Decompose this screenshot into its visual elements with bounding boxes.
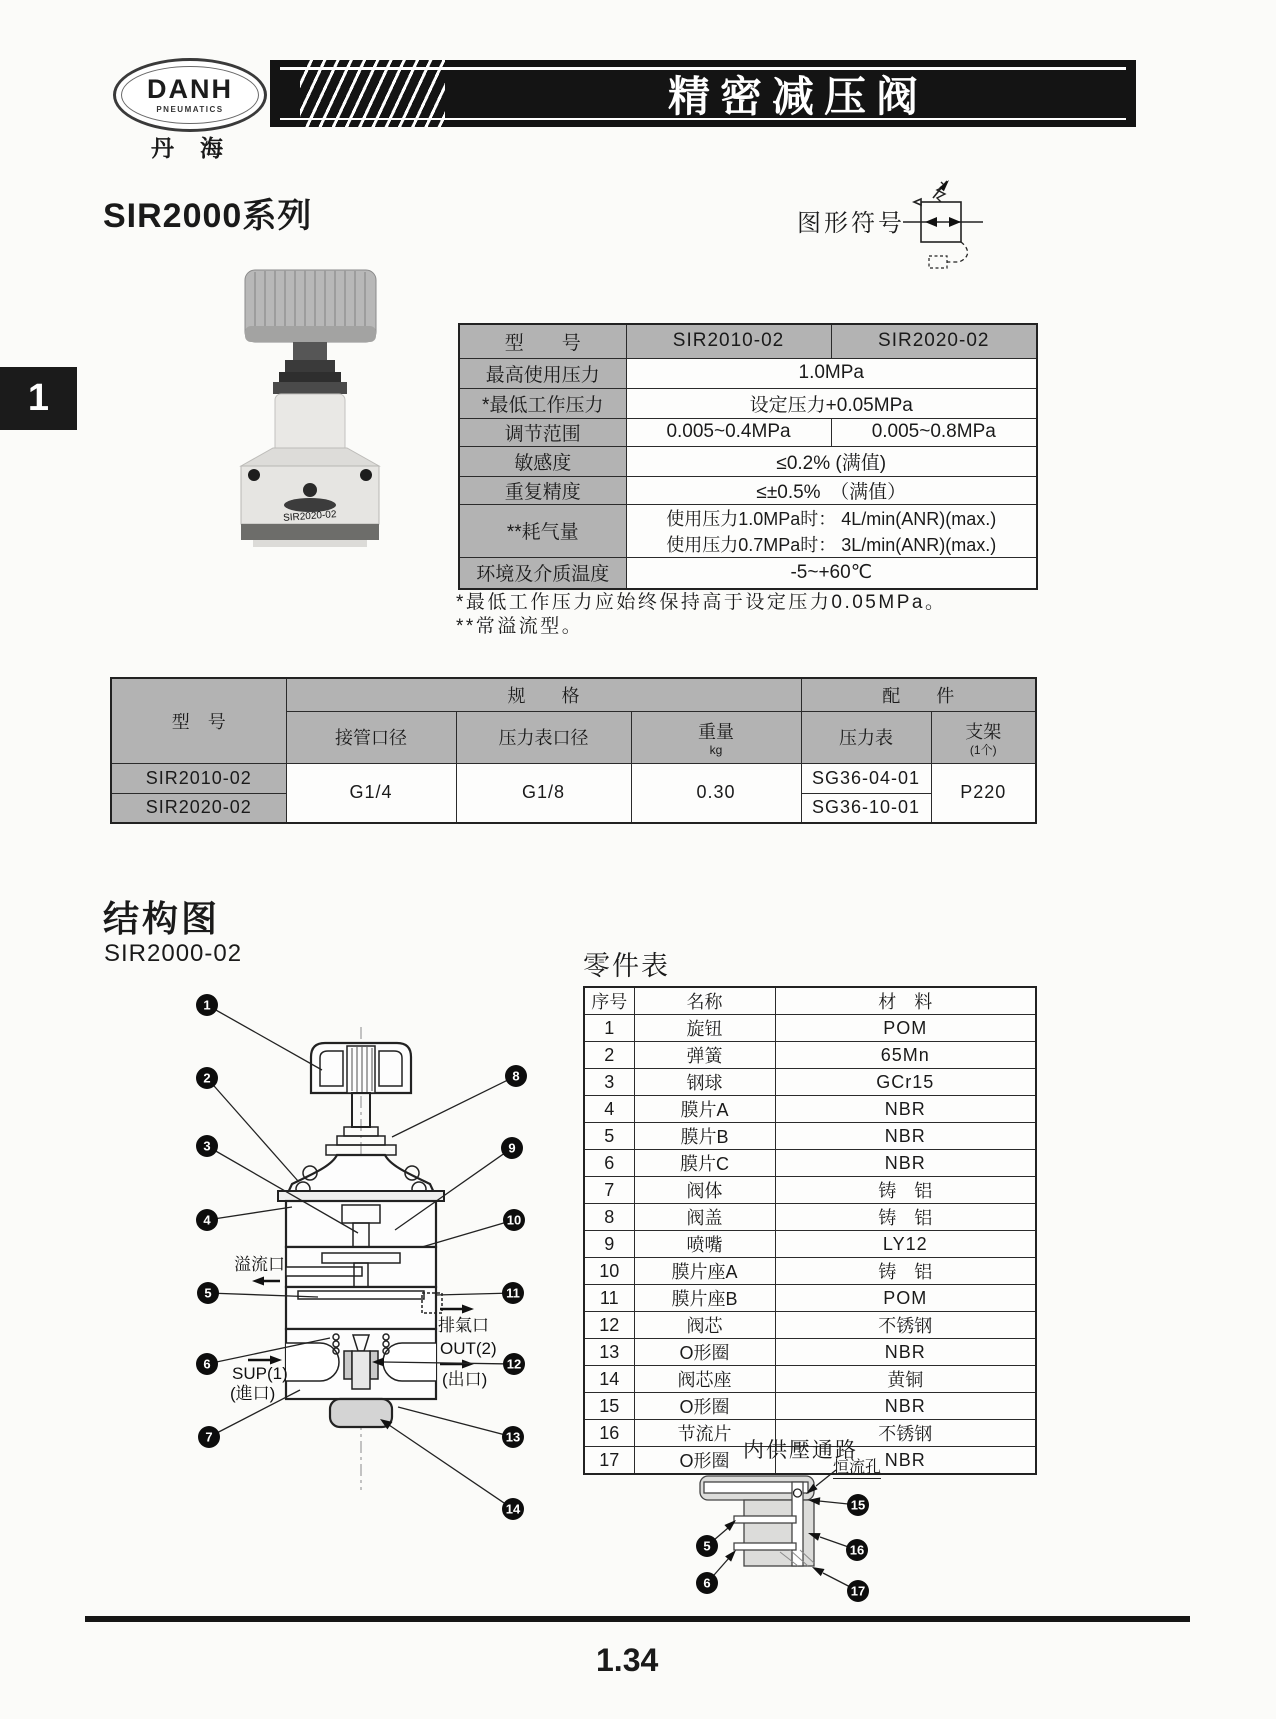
order-col-bracket [931,711,1036,763]
spec-label: 调节范围 [459,418,626,446]
part-name: 膜片A [634,1096,775,1123]
order-model: SIR2010-02 [111,763,286,793]
internal-diagram-title: 内供壓通路 [743,1439,858,1462]
callout-12: 12 [506,1356,522,1372]
callout-14: 14 [505,1501,521,1517]
spec-value: 设定压力+0.05MPa [626,388,1037,418]
out-port-label: OUT(2) [440,1339,497,1358]
brand-logo [113,58,267,132]
part-material: NBR [775,1123,1036,1150]
parts-row [584,1096,1036,1123]
order-col-bracket-label: 支架 [965,722,1002,742]
part-no: 9 [584,1231,634,1258]
order-gauge: SG36-10-01 [801,793,931,823]
spec-value: -5~+60℃ [626,557,1037,589]
internal-callout-16: 16 [849,1542,865,1558]
part-no: 8 [584,1204,634,1231]
spec-row [459,504,1037,557]
part-material: NBR [775,1447,1036,1475]
part-material: NBR [775,1096,1036,1123]
order-model: SIR2020-02 [111,793,286,823]
order-col-gauge-port: 压力表口径 [456,711,631,763]
brand-logo-ring [121,66,259,124]
part-name: 阀芯座 [634,1366,775,1393]
part-material: POM [775,1285,1036,1312]
spec-row [459,358,1037,388]
callout-13: 13 [505,1429,521,1445]
part-no: 3 [584,1069,634,1096]
internal-callout-5: 5 [703,1538,711,1554]
banner-stripes-decoration [300,60,445,127]
order-col-bracket-qty: (1个) [969,743,997,757]
part-name: 阀盖 [634,1204,775,1231]
spec-label: 最高使用压力 [459,358,626,388]
part-material: POM [775,1015,1036,1042]
callout-10: 10 [506,1212,522,1228]
brand-logo-text: DANH [147,74,233,104]
order-col-weight-unit: kg [709,743,723,757]
internal-callout-6: 6 [703,1575,711,1591]
order-col-weight-label: 重量 [698,722,734,742]
part-no: 17 [584,1447,634,1475]
spec-row [459,446,1037,476]
order-pipe: G1/4 [286,763,456,823]
parts-row [584,1177,1036,1204]
spec-footnote-1: *最低工作压力应始终保持高于设定压力0.05MPa。 [456,592,947,613]
spec-consumption-line2: 使用压力0.7MPa时： 3L/min(ANR)(max.) [666,534,997,555]
part-name: 阀体 [634,1177,775,1204]
parts-header-row [584,987,1036,1015]
chapter-tab: 1 [0,367,77,430]
constant-flow-hole-label: 恒流孔 [833,1454,881,1479]
order-col-pipe: 接管口径 [286,711,456,763]
parts-row [584,1285,1036,1312]
spec-label: 敏感度 [459,446,626,476]
part-no: 4 [584,1096,634,1123]
part-no: 12 [584,1312,634,1339]
part-material: NBR [775,1339,1036,1366]
order-model-header: 型 号 [111,678,286,763]
callout-6: 6 [203,1356,211,1372]
spec-label: *最低工作压力 [459,388,626,418]
footer-rule [85,1616,1190,1622]
part-name: 弹簧 [634,1042,775,1069]
part-name: 钢球 [634,1069,775,1096]
part-name: 膜片B [634,1123,775,1150]
internal-callout-17: 17 [850,1583,866,1599]
series-title: SIR2000系列 [103,197,313,235]
part-no: 15 [584,1393,634,1420]
part-name: 喷嘴 [634,1231,775,1258]
product-knob [245,270,376,342]
order-row [111,763,1036,793]
spec-row [459,557,1037,589]
parts-row [584,1312,1036,1339]
part-no: 10 [584,1258,634,1285]
callout-7: 7 [205,1429,213,1445]
part-no: 5 [584,1123,634,1150]
part-no: 2 [584,1042,634,1069]
callout-8: 8 [512,1068,520,1084]
parts-row [584,1150,1036,1177]
callout-11: 11 [506,1285,520,1301]
part-material: GCr15 [775,1069,1036,1096]
spec-label: 环境及介质温度 [459,557,626,589]
parts-table-title: 零件表 [583,951,670,981]
page-title: 精密减压阀 [667,72,928,120]
part-no: 6 [584,1150,634,1177]
parts-row [584,1123,1036,1150]
part-material: 不锈钢 [775,1312,1036,1339]
part-no: 16 [584,1420,634,1447]
callout-3: 3 [203,1138,211,1154]
structure-model: SIR2000-02 [104,940,243,967]
internal-block [700,1476,814,1566]
spec-row [459,388,1037,418]
parts-table [583,986,1037,1475]
parts-row [584,1339,1036,1366]
part-material: 黄铜 [775,1366,1036,1393]
spec-value: ≤±0.5% （满值） [626,476,1037,504]
part-no: 13 [584,1339,634,1366]
exhaust-port-label: 排氣口 [438,1316,489,1335]
order-acc-group: 配 件 [801,678,1036,711]
product-body [241,394,379,547]
part-material: NBR [775,1393,1036,1420]
parts-row [584,1015,1036,1042]
parts-row [584,1258,1036,1285]
product-photo [213,262,408,547]
parts-row [584,1069,1036,1096]
order-spec-group: 规 格 [286,678,801,711]
structure-title: 结构图 [103,898,221,939]
order-gauge: SG36-04-01 [801,763,931,793]
order-col-gauge: 压力表 [801,711,931,763]
parts-row [584,1204,1036,1231]
part-name: 膜片座A [634,1258,775,1285]
order-weight: 0.30 [631,763,801,823]
graphic-symbol-label: 图形符号 [797,210,905,237]
order-col-weight [631,711,801,763]
spec-value: 1.0MPa [626,358,1037,388]
page-banner [270,60,1136,127]
spec-row [459,418,1037,446]
part-material: NBR [775,1150,1036,1177]
sup-port-label: SUP(1) [232,1364,288,1383]
internal-pressure-diagram [640,1430,900,1620]
parts-col-material: 材 料 [775,987,1036,1015]
spec-model-1: SIR2010-02 [626,324,831,358]
callout-5: 5 [204,1285,212,1301]
part-name: 节流片 [634,1420,775,1447]
order-gauge-port: G1/8 [456,763,631,823]
parts-col-name: 名称 [634,987,775,1015]
part-no: 14 [584,1366,634,1393]
part-name: 旋钮 [634,1015,775,1042]
spec-label: **耗气量 [459,504,626,557]
part-material: 不锈钢 [775,1420,1036,1447]
spec-value: 0.005~0.4MPa [626,418,831,446]
parts-row [584,1366,1036,1393]
pneumatic-symbol [903,172,987,276]
part-no: 7 [584,1177,634,1204]
structure-diagram [140,985,540,1545]
parts-row [584,1393,1036,1420]
spec-model-header: 型 号 [459,324,626,358]
parts-row [584,1042,1036,1069]
spec-value [626,504,1037,557]
part-material: 铸 铝 [775,1258,1036,1285]
out-port-cn-label: (出口) [442,1370,488,1389]
product-stem [273,342,347,394]
brand-name-chinese: 丹海 [151,135,249,161]
callout-4: 4 [203,1212,211,1228]
part-name: 膜片C [634,1150,775,1177]
spec-model-2: SIR2020-02 [831,324,1037,358]
spec-header-row [459,324,1037,358]
order-table [110,677,1037,824]
part-name: O形圈 [634,1447,775,1475]
spec-value: ≤0.2% (满值) [626,446,1037,476]
page-number: 1.34 [596,1642,659,1678]
product-model-label: SIR2020-02 [282,509,337,524]
relief-port-label: 溢流口 [234,1255,285,1274]
part-name: O形圈 [634,1393,775,1420]
part-no: 11 [584,1285,634,1312]
spec-value: 0.005~0.8MPa [831,418,1037,446]
part-name: O形圈 [634,1339,775,1366]
part-material: 铸 铝 [775,1177,1036,1204]
part-material: 65Mn [775,1042,1036,1069]
parts-row [584,1231,1036,1258]
callout-9: 9 [508,1140,516,1156]
order-group-row [111,678,1036,711]
part-name: 阀芯 [634,1312,775,1339]
part-no: 1 [584,1015,634,1042]
spec-footnote-2: **常溢流型。 [456,616,584,637]
spec-label: 重复精度 [459,476,626,504]
spec-row [459,476,1037,504]
internal-callout-15: 15 [850,1497,866,1513]
callout-1: 1 [203,997,211,1013]
callout-2: 2 [203,1070,211,1086]
part-material: 铸 铝 [775,1204,1036,1231]
part-material: LY12 [775,1231,1036,1258]
parts-col-no: 序号 [584,987,634,1015]
sup-port-cn-label: (進口) [230,1384,276,1403]
spec-table [458,323,1038,590]
brand-logo-subtext: PNEUMATICS [156,105,224,114]
spec-footnotes [456,591,946,639]
spec-consumption-line1: 使用压力1.0MPa时： 4L/min(ANR)(max.) [666,508,997,529]
part-name: 膜片座B [634,1285,775,1312]
order-bracket: P220 [931,763,1036,823]
